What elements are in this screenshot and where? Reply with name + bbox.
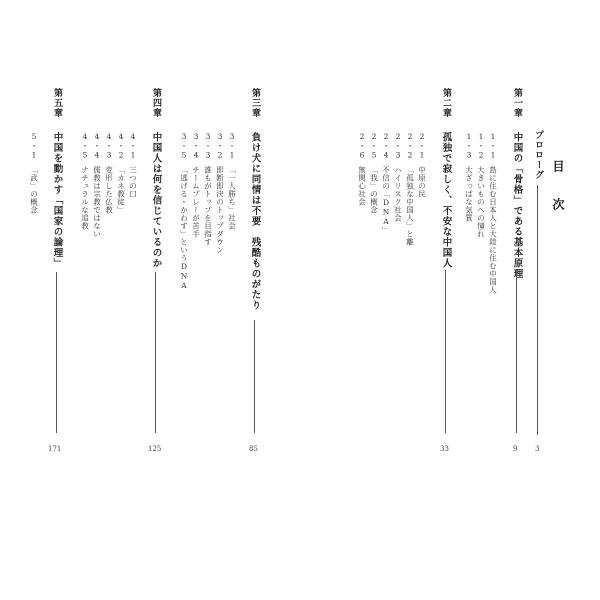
chapter-5-leader xyxy=(56,272,57,433)
section-1-3-num: 1・3 xyxy=(464,132,474,161)
section-2-4-title: 不信の「DNA」 xyxy=(381,166,391,235)
prologue-label: プロローグ xyxy=(533,130,543,180)
section-2-6-title: 無関心社会 xyxy=(357,166,367,206)
chapter-1-leader xyxy=(516,270,517,433)
section-3-2-title: 即断即決のトップダウン xyxy=(215,166,225,254)
section-3-2-num: 3・2 xyxy=(215,132,225,161)
section-1-2-num: 1・2 xyxy=(476,132,486,161)
section-4-5-title: ナチュラルな追教 xyxy=(80,166,90,230)
chapter-4-leader xyxy=(155,272,156,433)
section-3-4-num: 3・4 xyxy=(191,132,201,161)
section-1-2-title: 大きいものへの憧れ xyxy=(476,166,486,238)
section-2-3-num: 2・3 xyxy=(393,132,403,161)
chapter-5-page: 171 xyxy=(48,445,62,453)
section-2-5-num: 2・5 xyxy=(369,132,379,161)
section-5-1-num: 5・1 xyxy=(29,132,39,161)
section-5-1-title: 「武」の概念 xyxy=(29,166,39,214)
chapter-2-label: 第二章 xyxy=(441,88,451,118)
section-3-3-num: 3・3 xyxy=(203,132,213,161)
section-3-4-title: チームプレーが苦手 xyxy=(191,166,201,238)
section-2-3-title: ハイリスク社会 xyxy=(393,166,403,222)
section-1-1-title: 島に住む日本人と大陸に住む中国人 xyxy=(488,166,498,294)
chapter-2-leader xyxy=(445,270,446,433)
chapter-5-title: 中国を動かす「国家の論理」 xyxy=(51,132,63,269)
chapter-1-label: 第一章 xyxy=(512,88,522,118)
chapter-4-page: 125 xyxy=(148,445,162,453)
section-2-5-title: 「我」の概念 xyxy=(369,166,379,214)
chapter-5-label: 第五章 xyxy=(52,88,62,118)
section-1-3-title: 大ざっぱな気質 xyxy=(464,166,474,222)
chapter-1-page: 9 xyxy=(513,445,518,453)
section-4-2-title: 「カネ教徒」 xyxy=(116,166,126,214)
toc-title: 目 次 xyxy=(551,160,565,216)
section-4-2-num: 4・2 xyxy=(116,132,126,161)
prologue-leader xyxy=(537,185,538,435)
chapter-3-title: 負け犬に同情は不要 残酷ものがたり xyxy=(249,132,261,311)
section-2-1-num: 2・1 xyxy=(417,132,427,161)
chapter-2-page: 33 xyxy=(440,445,449,453)
chapter-2-title: 孤独で寂しく、不安な中国人 xyxy=(440,132,452,269)
section-1-1-num: 1・1 xyxy=(488,132,498,161)
section-2-4-num: 2・4 xyxy=(381,132,391,161)
section-4-4-title: 儒教は宗教ではない xyxy=(92,166,102,238)
section-3-5-title: 「逃げる・かわす」というDNA xyxy=(179,166,189,291)
section-4-1-title: 三つの口 xyxy=(128,166,138,198)
section-2-1-title: 中原の民 xyxy=(417,166,427,198)
section-3-5-num: 3・5 xyxy=(179,132,189,161)
section-4-3-title: 変形した仏教 xyxy=(104,166,114,214)
chapter-4-title: 中国人は何を信じているのか xyxy=(150,132,162,269)
prologue-page: 3 xyxy=(535,445,540,453)
section-4-4-num: 4・4 xyxy=(92,132,102,161)
chapter-3-leader xyxy=(254,320,255,433)
chapter-3-label: 第三章 xyxy=(250,88,260,118)
section-4-5-num: 4・5 xyxy=(80,132,90,161)
section-4-1-num: 4・1 xyxy=(128,132,138,161)
section-2-2-num: 2・2 xyxy=(405,132,415,161)
section-2-2-title: 「孤独な中国人」と離 xyxy=(405,166,415,246)
section-3-1-num: 3・1 xyxy=(227,132,237,161)
section-3-3-title: 誰もがトップを目指す xyxy=(203,166,213,246)
chapter-1-title: 中国の「骨格」である基本原理 xyxy=(511,132,523,279)
chapter-4-label: 第四章 xyxy=(151,88,161,118)
section-3-1-title: 「一人勝ち」社会 xyxy=(227,166,237,230)
section-4-3-num: 4・3 xyxy=(104,132,114,161)
chapter-3-page: 85 xyxy=(249,445,258,453)
section-2-6-num: 2・6 xyxy=(357,132,367,161)
